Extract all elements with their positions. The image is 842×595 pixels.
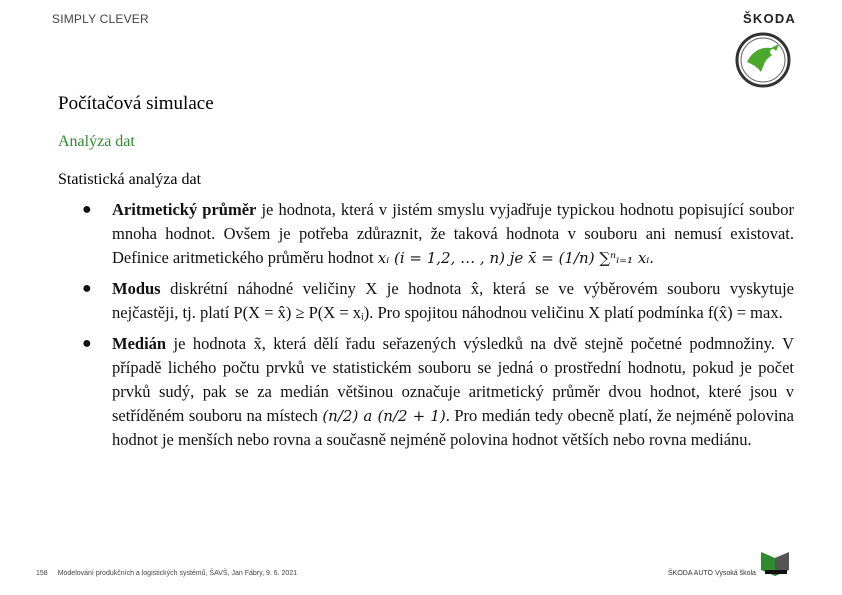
footer-course bbox=[36, 570, 297, 577]
term-median: Medián bbox=[112, 334, 167, 353]
bullet-dot: ● bbox=[82, 201, 92, 218]
term-mean: Aritmetický průměr bbox=[112, 200, 257, 219]
bullet-dot: ● bbox=[82, 335, 92, 352]
brand-tagline: SIMPLY CLEVER bbox=[52, 12, 149, 26]
bullet-mean bbox=[82, 198, 794, 270]
section-heading: Statistická analýza dat bbox=[58, 171, 202, 188]
bullet-dot: ● bbox=[82, 280, 92, 297]
bullet-list bbox=[82, 198, 794, 459]
formula-median: (n/2) a (n/2 + 1) bbox=[322, 407, 446, 425]
bullet-mode bbox=[82, 277, 794, 325]
course-info: Modelování produkčních a logistických systémů, ŠAVŠ, Jan Fábry, 9. 6. 2021 bbox=[57, 570, 298, 577]
skoda-logo-icon bbox=[735, 32, 791, 88]
bullet-median bbox=[82, 332, 794, 452]
school-flag-icon bbox=[759, 550, 791, 580]
definition-mode: diskrétní náhodné veličiny X je hodnota x̂, která se ve výběrovém souboru vyskytuje nejčastěji, tj. platí P(X = x̂) ≥ P(X = xᵢ). Pro spojitou náhodnou veličinu X platí podmínka f(x̂) = max. bbox=[112, 279, 794, 322]
definition-median-tail: . Pro medián tedy obecně platí, že nejméně polovina hodnot je menších nebo rovna a současně nejméně polovina hodnot větších nebo rovna mediánu. bbox=[112, 406, 794, 449]
definition-median: je hodnota x̃, která dělí řadu seřazených výsledků na dvě stejně početné podmnožiny. V případě lichého počtu prvků ve statistickém souboru se jedná o prostřední hodnotu, pokud je počet prvků sudý, pak se za medián většinou označuje aritmetický průměr dvou hodnot, které jsou v setříděném souboru na místech bbox=[112, 334, 794, 425]
footer-school: ŠKODA AUTO Vysoká škola bbox=[668, 570, 756, 577]
slide-subtitle: Analýza dat bbox=[58, 133, 135, 150]
slide-title: Počítačová simulace bbox=[58, 93, 214, 114]
brand-wordmark: ŠKODA bbox=[743, 11, 796, 26]
term-mode: Modus bbox=[112, 279, 161, 298]
definition-mean: je hodnota, která v jistém smyslu vyjadřuje typickou hodnotu popisující soubor mnoha hodnot. Ovšem je potřeba zdůraznit, že taková hodnota v souboru ani nemusí existovat. Definice aritmetického průměru hodnot bbox=[112, 200, 794, 267]
page-number: 158 bbox=[36, 570, 48, 577]
formula-mean: xᵢ (i = 1,2, … , n) je x̄ = (1/n) ∑ⁿᵢ₌₁ xᵢ. bbox=[377, 249, 655, 267]
